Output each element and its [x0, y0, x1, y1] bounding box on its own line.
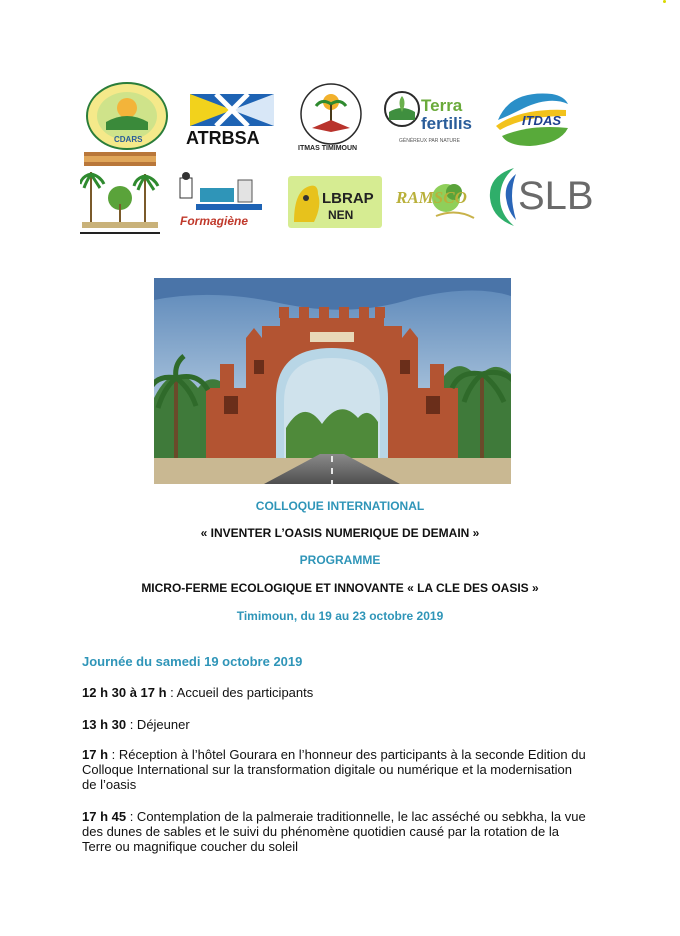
schedule-item [82, 747, 590, 792]
terra-fertilis-logo [383, 88, 479, 150]
slb-label: SLB [518, 174, 594, 218]
itmas-logo [292, 82, 370, 154]
place-date: Timimoun, du 19 au 23 octobre 2019 [236, 609, 444, 623]
itmas-label: ITMAS TIMIMOUN [298, 145, 358, 152]
formagiene-label: Formagiène [180, 214, 249, 228]
formagiene-logo [176, 170, 272, 234]
atrbsa-label: ATRBSA [186, 128, 260, 148]
terra-line2: fertilis [421, 114, 473, 133]
day-title: Journée du samedi 19 octobre 2019 [82, 654, 303, 669]
cdars-logo [84, 80, 170, 152]
lbrap-line2: NEN [328, 208, 354, 222]
programme-heading: PROGRAMME [299, 553, 381, 567]
terra-line1: Terra [421, 96, 463, 115]
theme-heading: « INVENTER L’OASIS NUMERIQUE DE DEMAIN » [200, 526, 480, 540]
scan-dot [663, 0, 666, 3]
atrbsa-logo [186, 92, 278, 150]
schedule-item [82, 809, 588, 854]
timimoun-gate-photo [154, 278, 511, 484]
schedule-text: : Contemplation de la palmeraie traditionnelle, le lac asséché ou sebkha, la vue des dunes de sables et le suivi du phénomène quotidien causé par la rotation de la Terre ou magnifique coucher du soleil [82, 809, 586, 854]
subtitle-heading: MICRO-FERME ECOLOGIQUE ET INNOVANTE « LA CLE DES OASIS » [141, 581, 539, 595]
schedule-item [82, 717, 602, 732]
schedule-time: 13 h 30 [82, 717, 127, 732]
schedule-text: : Accueil des participants [166, 685, 314, 700]
colloque-heading: COLLOQUE INTERNATIONAL [255, 499, 425, 513]
itdas-logo [490, 86, 572, 152]
schedule-time: 12 h 30 à 17 h [82, 685, 167, 700]
ramsco-logo [396, 176, 476, 228]
schedule-text: : Réception à l’hôtel Gourara en l’honneur des participants à la seconde Edition du Colloque International sur la transformation digitale ou numérique et la modernisation de l’oasis [82, 747, 586, 792]
lbrap-logo [288, 176, 382, 228]
schedule-text: : Déjeuner [126, 717, 190, 732]
schedule-item [82, 685, 602, 700]
schedule-time: 17 h 45 [82, 809, 127, 824]
palm-scene-logo [80, 152, 160, 236]
cdars-label: CDARS [114, 135, 143, 144]
terra-tagline: GÉNÉREUX PAR NATURE [399, 138, 460, 144]
ramsco-label: RAMSCO [396, 188, 467, 207]
itdas-label: ITDAS [522, 113, 561, 128]
slb-logo [486, 166, 594, 228]
schedule-time: 17 h [82, 747, 109, 762]
lbrap-line1: LBRAP [322, 190, 374, 207]
